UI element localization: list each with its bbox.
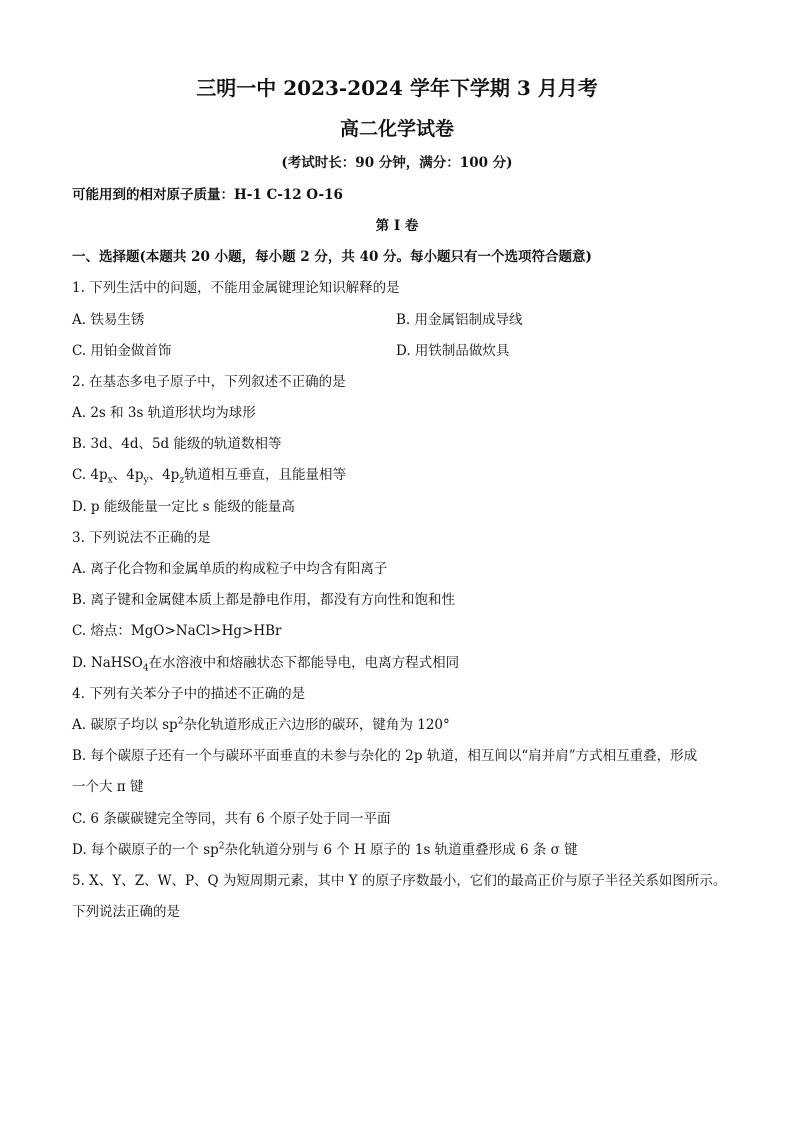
question-1-option-d: D. 用铁制品做炊具 bbox=[396, 343, 510, 359]
question-1-option-c: C. 用铂金做首饰 bbox=[72, 343, 172, 359]
question-4-option-a: A. 碳原子均以 $sp^2$杂化轨道形成正六边形的碳环，键角为 120° bbox=[72, 716, 450, 733]
exam-info: (考试时长：90 分钟，满分：100 分) bbox=[281, 155, 513, 171]
question-3-option-b: B. 离子键和金属健本质上都是静电作用，都没有方向性和饱和性 bbox=[72, 592, 456, 608]
question-2-option-a: A. 2s 和 3s 轨道形状均为球形 bbox=[72, 405, 256, 421]
question-5-stem: 5. X、Y、Z、W、P、Q 为短周期元素，其中 Y 的原子序数最小，它们的最高正价与原子半径关系如图所示。 bbox=[72, 873, 727, 889]
question-3-option-d: D. NaHSO$_4$在水溶液中和熔融状态下都能导电，电离方程式相同 bbox=[72, 655, 460, 674]
question-4-stem: 4. 下列有关苯分子中的描述不正确的是 bbox=[72, 686, 306, 702]
question-2-option-c: C. $4p_x$、$4p_y$、$4p_z$轨道相互垂直，且能量相等 bbox=[72, 467, 347, 486]
volume-heading: 第 I 卷 bbox=[375, 218, 419, 234]
question-3-stem: 3. 下列说法不正确的是 bbox=[72, 530, 211, 546]
question-1-option-a: A. 铁易生锈 bbox=[72, 312, 145, 328]
question-2-option-b: B. 3d、4d、5d 能级的轨道数相等 bbox=[72, 436, 282, 452]
question-4-option-d: D. 每个碳原子的一个 $sp^2$杂化轨道分别与 6 个 H 原子的 1s 轨道重叠形成 6 条 σ 键 bbox=[72, 841, 578, 858]
question-4-option-b: B. 每个碳原子还有一个与碳环平面垂直的未参与杂化的 2p 轨道，相互间以“肩并肩”方式相互重叠，形成 bbox=[72, 748, 698, 764]
question-3-option-a: A. 离子化合物和金属单质的构成粒子中均含有阳离子 bbox=[72, 561, 388, 577]
question-3-option-c: C. 熔点：MgO>NaCl>Hg>HBr bbox=[72, 623, 282, 639]
question-2-option-d: D. p 能级能量一定比 s 能级的能量高 bbox=[72, 499, 295, 515]
question-1-option-b: B. 用金属铝制成导线 bbox=[396, 312, 523, 328]
question-4-option-c: C. 6 条碳碳键完全等同，共有 6 个原子处于同一平面 bbox=[72, 811, 391, 827]
question-4-option-b-continued: 一个大 π 键 bbox=[72, 779, 144, 795]
section-heading: 一、选择题(本题共 20 小题，每小题 2 分，共 40 分。每小题只有一个选项符合题意) bbox=[72, 249, 592, 265]
question-5-stem-continued: 下列说法正确的是 bbox=[72, 904, 180, 920]
exam-title: 三明一中 2023-2024 学年下学期 3 月月考 bbox=[196, 76, 598, 100]
exam-subtitle: 高二化学试卷 bbox=[339, 118, 454, 140]
question-1-stem: 1. 下列生活中的问题，不能用金属键理论知识解释的是 bbox=[72, 280, 400, 296]
question-2-stem: 2. 在基态多电子原子中，下列叙述不正确的是 bbox=[72, 374, 346, 390]
atomic-mass-note: 可能用到的相对原子质量：H-1 C-12 O-16 bbox=[72, 187, 343, 203]
